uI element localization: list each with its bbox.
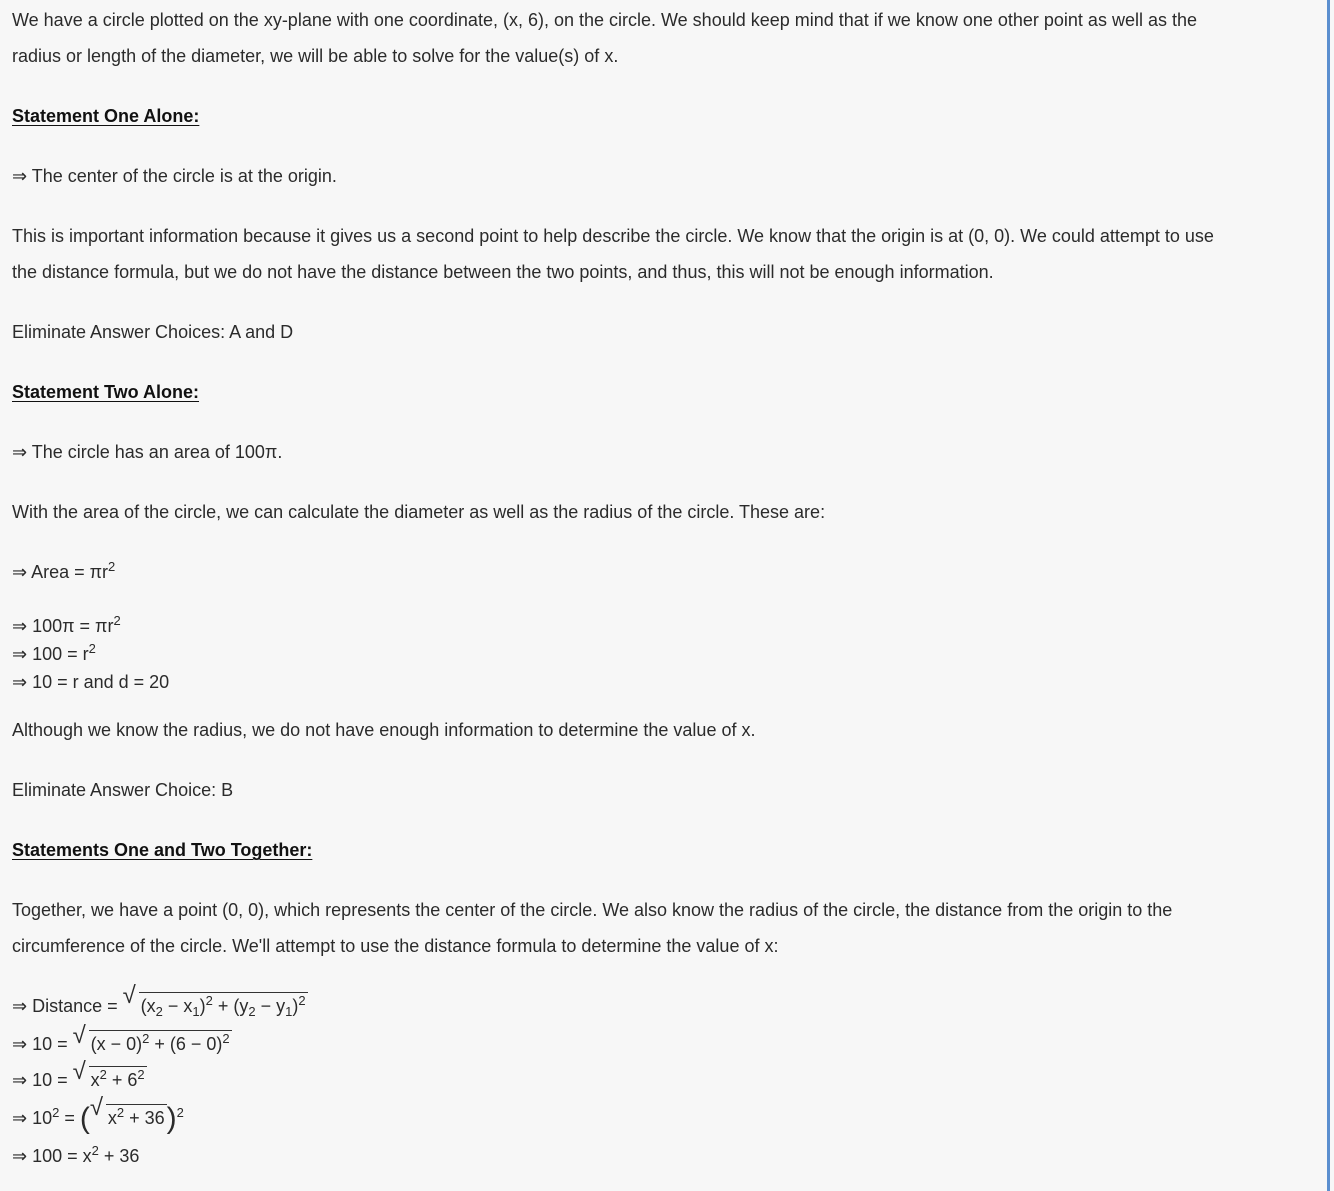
statement-one-given: ⇒ The center of the circle is at the origin. [12, 166, 337, 186]
distance-step-3: ⇒ 10 = √ $x^2 + 6^2$ [12, 1062, 1312, 1098]
statement-two-explain: With the area of the circle, we can calculate the diameter as well as the radius of the circle. These are: [12, 502, 826, 522]
right-border [1327, 0, 1330, 1191]
statement-one-eliminate: Eliminate Answer Choices: A and D [12, 322, 294, 342]
area-step-1: ⇒ $100\pi = \pi r^2$ [12, 613, 121, 636]
together-explain-2: circumference of the circle. We'll attempt to use the distance formula to determine the value of x: [12, 936, 779, 956]
distance-step-4: ⇒ $10^2$ = ( √ $x^2 + 36)^2$ [12, 1094, 184, 1135]
statement-two-eliminate: Eliminate Answer Choice: B [12, 780, 234, 800]
statement-two-conclusion: Although we know the radius, we do not have enough information to determine the value of x. [12, 720, 756, 740]
statement-one-heading: Statement One Alone: [12, 106, 200, 126]
together-explain-1: Together, we have a point (0, 0), which represents the center of the circle. We also know the radius of the circle, the distance from the origin to the [12, 900, 1173, 920]
area-step-2: ⇒ $100 = r^2$ [12, 641, 96, 664]
together-heading: Statements One and Two Together: [12, 840, 313, 860]
distance-step-2: ⇒ 10 = √ $(x - 0)^2 + (6 - 0)^2$ [12, 1026, 1312, 1062]
solution-content [12, 0, 1312, 1174]
distance-steps [12, 982, 1312, 1174]
statement-one-explain-1: This is important information because it gives us a second point to help describe the circle. We know that the origin is at (0, 0). We could attempt to use [12, 226, 1214, 246]
area-steps [12, 612, 1312, 696]
statement-two-heading: Statement Two Alone: [12, 382, 200, 402]
statement-one-explain-2: the distance formula, but we do not have the distance between the two points, and thus, this will not be enough information. [12, 262, 994, 282]
area-step-3: ⇒ 10 = r and d = 20 [12, 672, 170, 692]
intro-line-2: radius or length of the diameter, we will be able to solve for the value(s) of x. [12, 46, 619, 66]
distance-step-5: ⇒ $100 = x^2 + 36$ [12, 1143, 140, 1166]
statement-two-given: ⇒ The circle has an area of 100π. [12, 442, 283, 462]
intro-line-1: We have a circle plotted on the xy-plane with one coordinate, (x, 6), on the circle. We should keep mind that if we know one other point as well as the [12, 10, 1197, 30]
distance-formula: ⇒ Distance = √ $(x_2 - x_1)^2 + (y_2 - y_1)^2$ [12, 982, 306, 1019]
area-formula: ⇒ Area = $\pi r^2$ [12, 559, 116, 582]
